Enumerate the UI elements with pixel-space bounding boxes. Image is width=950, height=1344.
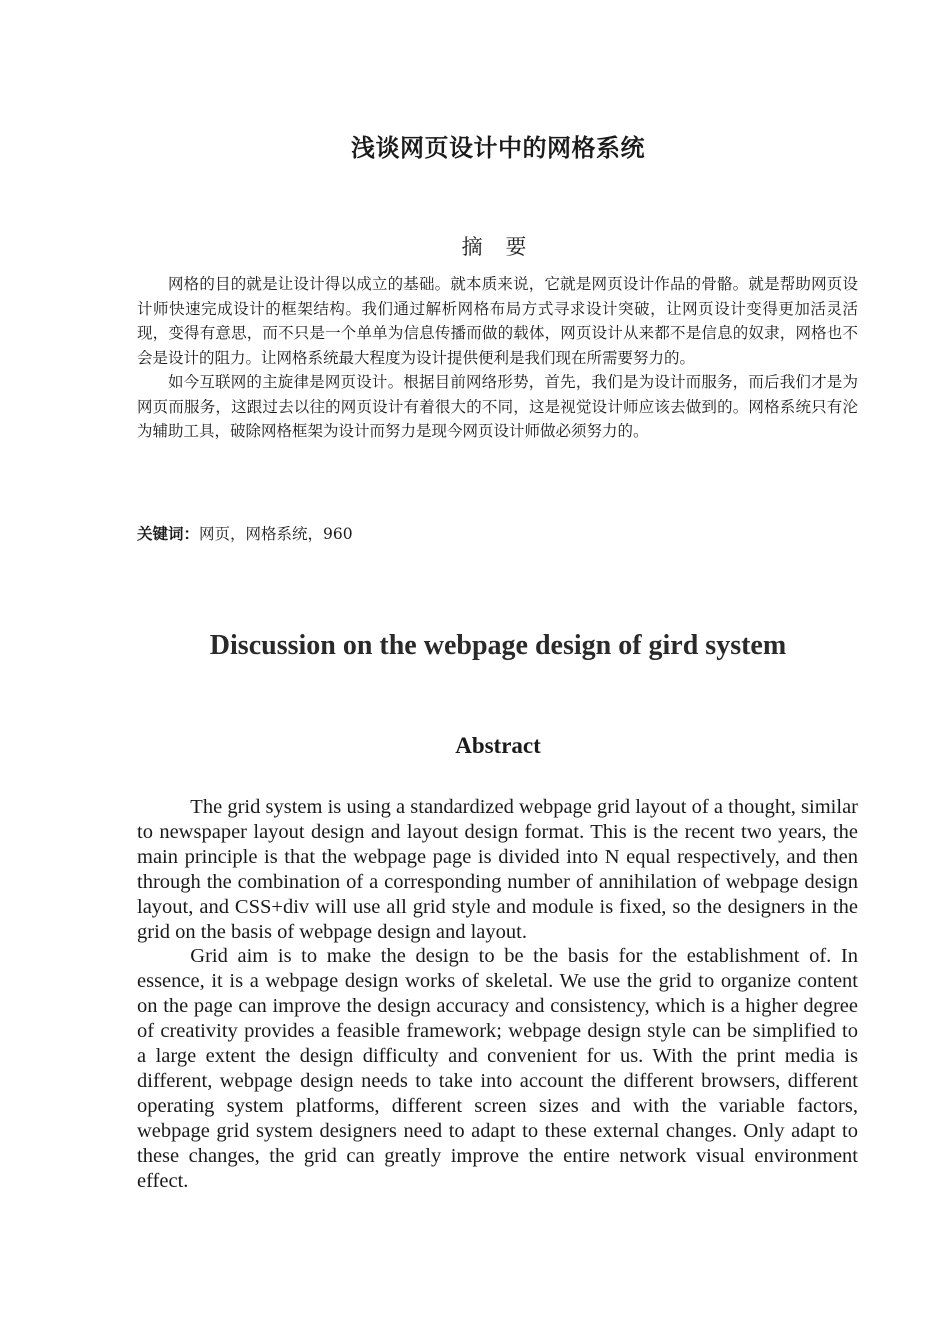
keywords-value: 网页，网格系统，960 <box>199 525 353 543</box>
english-title: Discussion on the webpage design of gird system <box>209 630 787 661</box>
chinese-abstract-paragraph: 如今互联网的主旋律是网页设计。根据目前网络形势，首先，我们是为设计而服务，而后我们才是为网页而服务，这跟过去以往的网页设计有着很大的不同，这是视觉设计师应该去做到的。网格系统只有沦为辅助工具，破除网格框架为设计而努力是现今网页设计师做必须努力的。 <box>137 373 858 440</box>
chinese-title: 浅谈网页设计中的网格系统 <box>351 134 645 162</box>
english-abstract-heading: Abstract <box>455 733 541 758</box>
chinese-abstract-heading: 摘 要 <box>461 235 535 259</box>
keywords-line <box>137 522 858 546</box>
english-abstract-body <box>137 795 858 1194</box>
chinese-abstract-paragraph: 网格的目的就是让设计得以成立的基础。就本质来说，它就是网页设计作品的骨骼。就是帮助网页设计师快速完成设计的框架结构。我们通过解析网格布局方式寻求设计突破，让网页设计变得更加活灵活现，变得有意思，而不只是一个单单为信息传播而做的载体，网页设计从来都不是信息的奴隶，网格也不会是设计的阻力。让网格系统最大程度为设计提供便利是我们现在所需要努力的。 <box>137 275 858 367</box>
english-abstract-paragraph: Grid aim is to make the design to be the basis for the establishment of. In essence, it is a webpage design works of skeletal. We use the grid to organize content on the page can improve the design accuracy and consistency, which is a higher degree of creativity provides a feasible framework; webpage design style can be simplified to a large extent the design difficulty and convenient for us. With the print media is different, webpage design needs to take into account the different browsers, different operating system platforms, different screen sizes and with the variable factors, webpage grid system designers need to adapt to these external changes. Only adapt to these changes, the grid can greatly improve the entire network visual environment effect. <box>137 945 858 1192</box>
chinese-abstract-body <box>137 272 858 444</box>
english-abstract-paragraph: The grid system is using a standardized webpage grid layout of a thought, similar to newspaper layout design and layout design format. This is the recent two years, the main principle is that the webpage page is divided into N equal respectively, and then through the combination of a corresponding number of annihilation of webpage design layout, and CSS+div will use all grid style and module is fixed, so the designers in the grid on the basis of webpage design and layout. <box>137 796 858 943</box>
keywords-label: 关键词： <box>137 525 200 543</box>
